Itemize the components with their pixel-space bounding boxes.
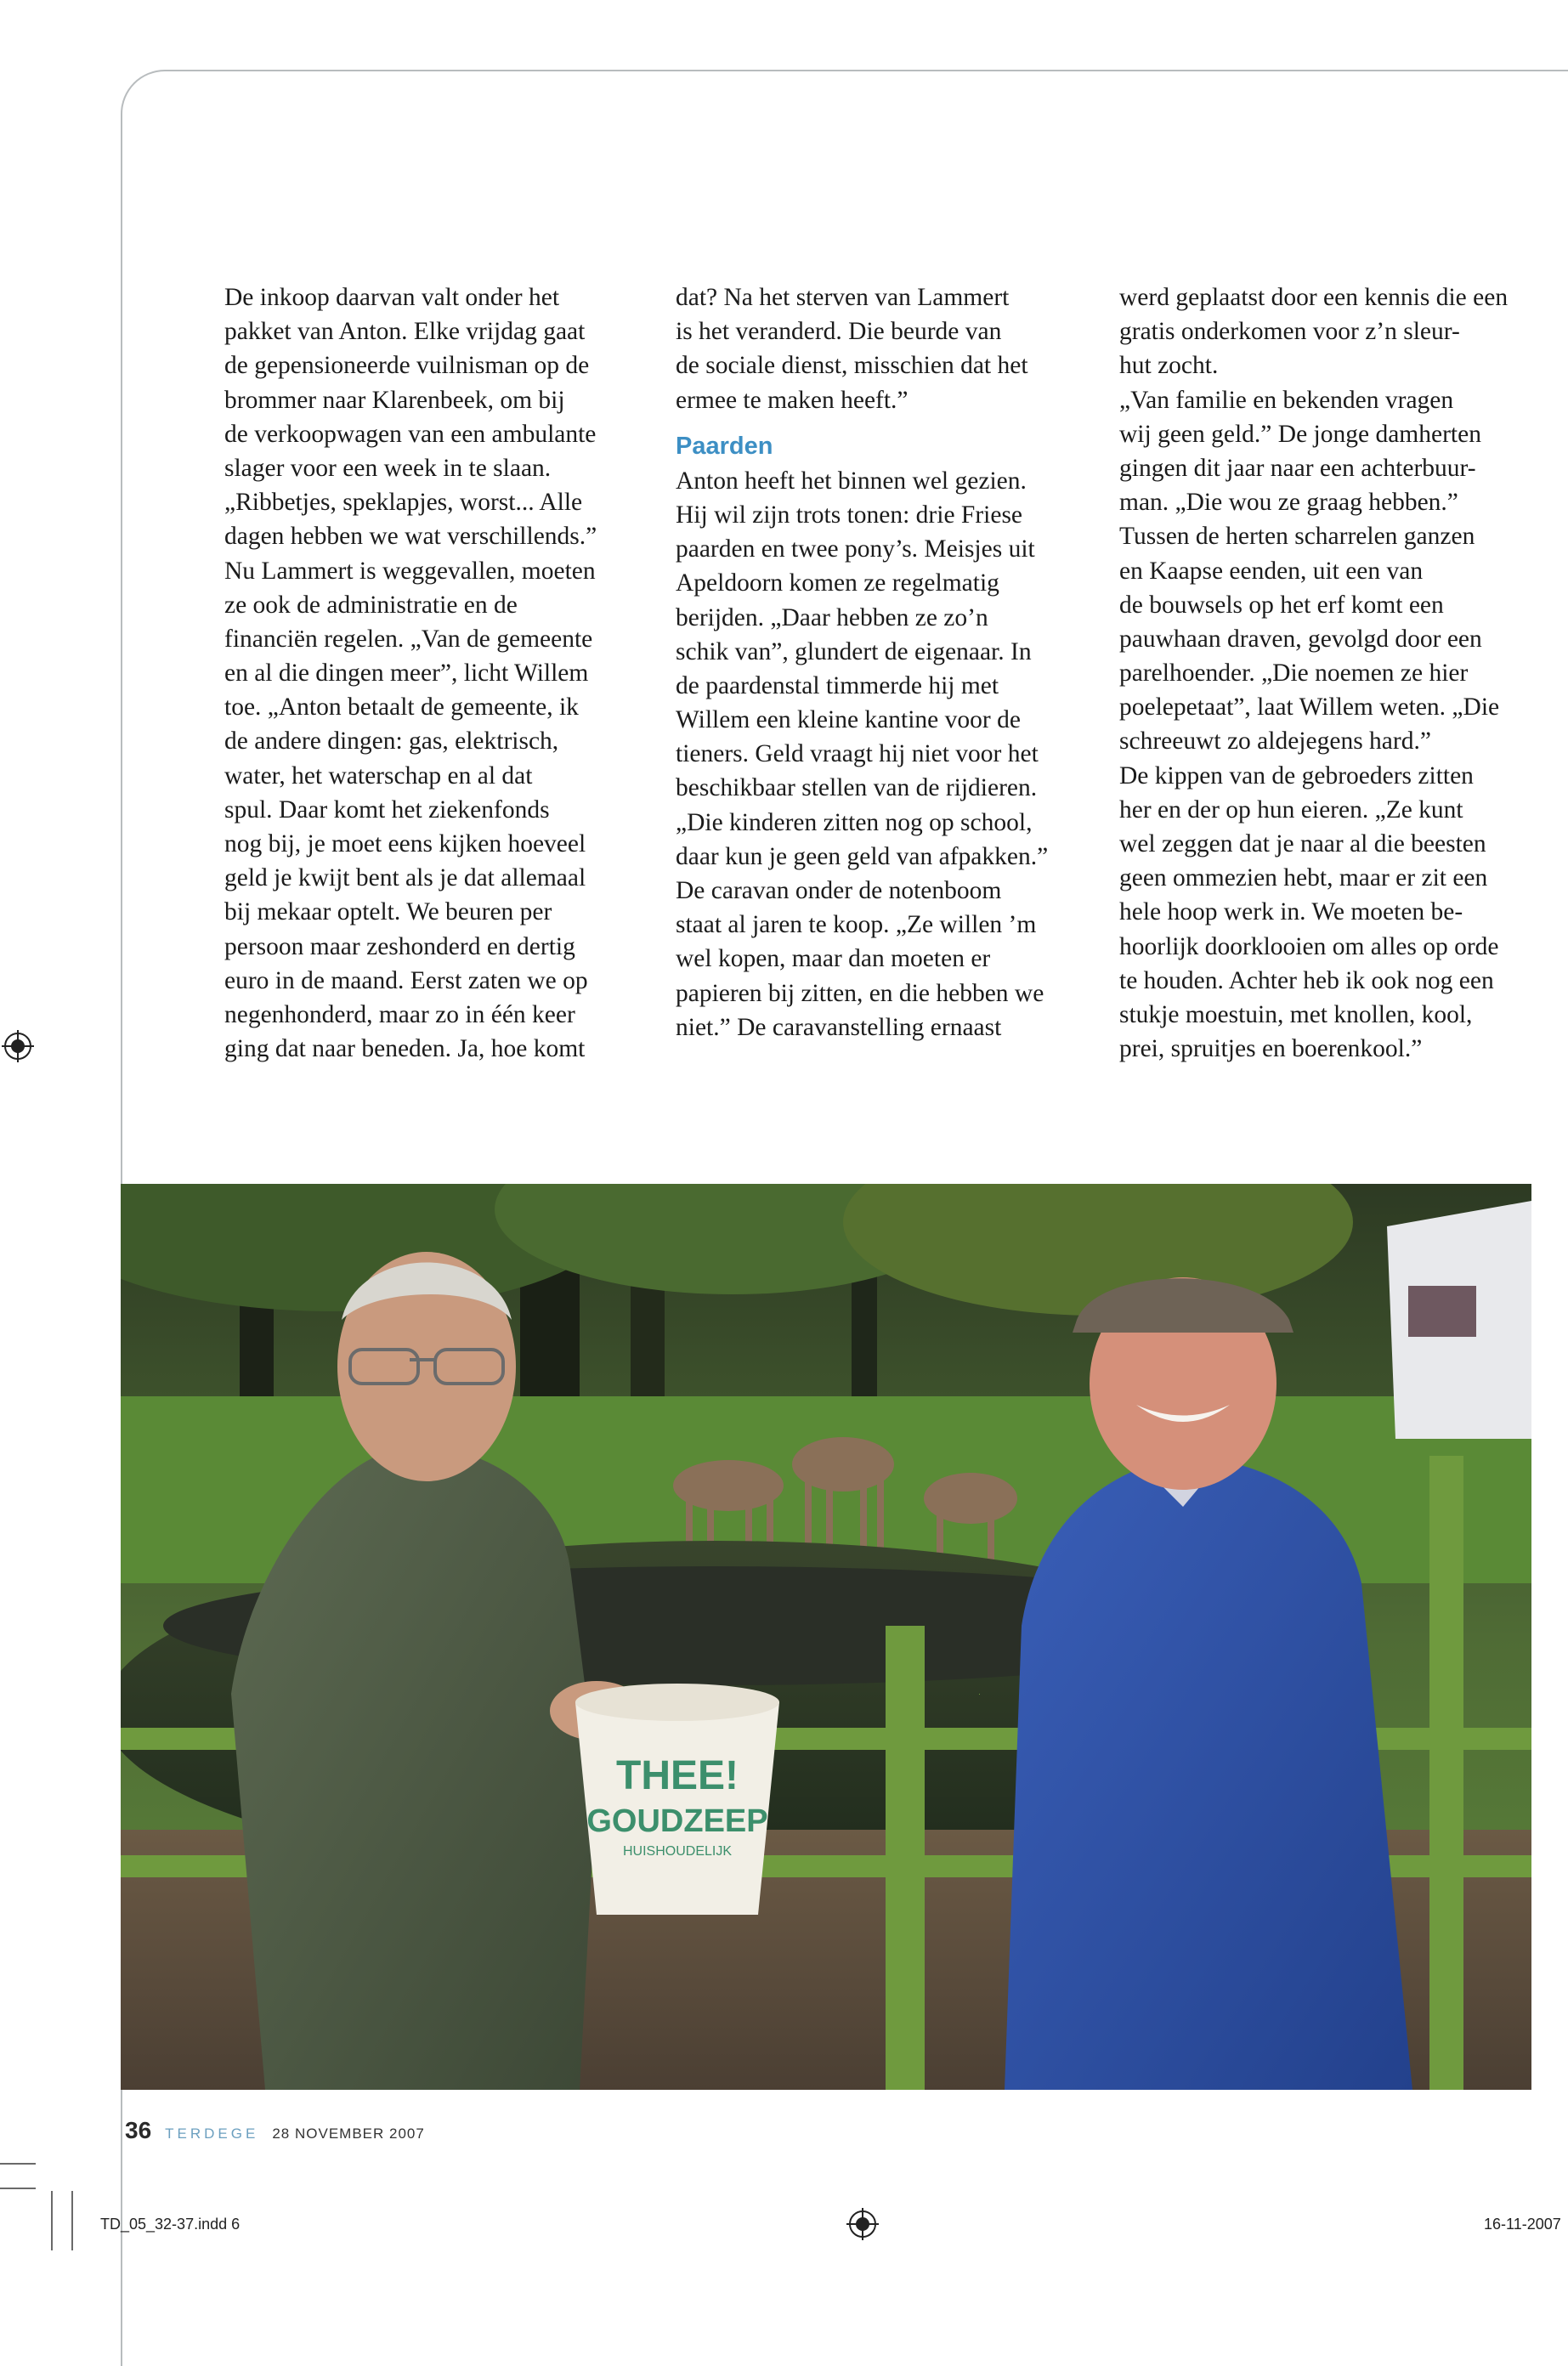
text-line: geen ommezien hebt, maar er zit een <box>1119 864 1488 892</box>
text-line: Apeldoorn komen ze regelmatig <box>676 569 999 597</box>
text-line: beschikbaar stellen van de rijdieren. <box>676 774 1038 802</box>
text-line: schik van”, glundert de eigenaar. In <box>676 637 1032 665</box>
subheading-paarden: Paarden <box>676 432 773 460</box>
text-line: parelhoender. „Die noemen ze hier <box>1119 659 1469 688</box>
text-line: wij geen geld.” De jonge damherten <box>1119 420 1481 448</box>
text-line: Anton heeft het binnen wel gezien. <box>676 467 1027 495</box>
text-line: stukje moestuin, met knollen, kool, <box>1119 1000 1473 1028</box>
text-line: de bouwsels op het erf komt een <box>1119 591 1444 619</box>
text-line: ermee te maken heeft.” <box>676 386 909 414</box>
text-line: berijden. „Daar hebben ze zo’n <box>676 603 988 631</box>
page-footer <box>125 2117 425 2144</box>
text-line: De kippen van de gebroeders zitten <box>1119 761 1474 790</box>
text-line: bij mekaar optelt. We beuren per <box>224 898 552 926</box>
text-line: wel kopen, maar dan moeten er <box>676 945 991 973</box>
text-line: schreeuwt zo aldejegens hard.” <box>1119 727 1431 756</box>
text-line: de paardenstal timmerde hij met <box>676 671 999 699</box>
text-line: persoon maar zeshonderd en dertig <box>224 932 575 960</box>
text-line: Hij wil zijn trots tonen: drie Friese <box>676 501 1023 529</box>
text-line: de andere dingen: gas, elektrisch, <box>224 727 559 756</box>
text-line: te houden. Achter heb ik ook nog een <box>1119 966 1494 994</box>
bucket-label-2: GOUDZEEP <box>586 1803 768 1839</box>
bucket-label-3: HUISHOUDELIJK <box>622 1844 733 1859</box>
text-line: Willem een kleine kantine voor de <box>676 706 1021 734</box>
text-line: Nu Lammert is weggevallen, moeten <box>224 557 596 585</box>
text-line: „Die kinderen zitten nog op school, <box>676 808 1033 836</box>
text-line: en al die dingen meer”, licht Willem <box>224 659 589 688</box>
text-line: man. „Die wou ze graag hebben.” <box>1119 489 1458 517</box>
text-line: euro in de maand. Eerst zaten we op <box>224 966 588 994</box>
article-column-1 <box>224 280 597 1066</box>
text-line: is het veranderd. Die beurde van <box>676 318 1002 346</box>
registration-mark-bottom <box>846 2208 879 2240</box>
column-2-top <box>676 280 1048 417</box>
text-line: de sociale dienst, misschien dat het <box>676 352 1028 380</box>
text-line: gingen dit jaar naar een achterbuur- <box>1119 454 1476 482</box>
text-line: slager voor een week in te slaan. <box>224 454 552 482</box>
slug-file-name: TD_05_32-37.indd 6 <box>100 2216 241 2233</box>
publication-name: TERDEGE <box>165 2125 259 2142</box>
text-line: Tussen de herten scharrelen ganzen <box>1119 523 1475 551</box>
column-2-bottom <box>676 464 1048 1044</box>
text-line: geld je kwijt bent als je dat allemaal <box>224 864 586 892</box>
bucket-label-1: THEE! <box>616 1753 739 1798</box>
text-line: dat? Na het sterven van Lammert <box>676 284 1010 311</box>
text-line: ging dat naar beneden. Ja, hoe komt <box>224 1035 586 1063</box>
text-line: hoorlijk doorklooien om alles op orde <box>1119 932 1499 960</box>
text-line: pakket van Anton. Elke vrijdag gaat <box>224 318 586 346</box>
text-line: De inkoop daarvan valt onder het <box>224 284 560 311</box>
text-line: „Ribbetjes, speklapjes, worst... Alle <box>224 489 583 517</box>
text-line: werd geplaatst door een kennis die een <box>1119 284 1509 311</box>
text-line: water, het waterschap en al dat <box>224 761 533 790</box>
text-line: tieners. Geld vraagt hij niet voor het <box>676 740 1039 768</box>
caravan-window <box>1408 1286 1476 1337</box>
text-line: brommer naar Klarenbeek, om bij <box>224 386 565 414</box>
text-line: her en der op hun eieren. „Ze kunt <box>1119 795 1463 824</box>
crop-mark <box>71 2191 73 2250</box>
article-photo <box>121 1184 1531 2090</box>
text-line: de verkoopwagen van een ambulante <box>224 420 597 448</box>
text-line: spul. Daar komt het ziekenfonds <box>224 795 550 824</box>
text-line: papieren bij zitten, en die hebben we <box>676 979 1044 1007</box>
text-line: hele hoop werk in. We moeten be- <box>1119 898 1463 926</box>
text-line: de gepensioneerde vuilnisman op de <box>224 352 590 380</box>
text-line: en Kaapse eenden, uit een van <box>1119 557 1424 585</box>
text-line: De caravan onder de notenboom <box>676 877 1002 904</box>
text-line: nog bij, je moet eens kijken hoeveel <box>224 830 586 858</box>
crop-mark <box>0 2188 36 2189</box>
text-line: daar kun je geen geld van afpakken.” <box>676 842 1049 870</box>
crop-mark <box>51 2191 53 2250</box>
text-line: prei, spruitjes en boerenkool.” <box>1119 1035 1423 1063</box>
text-line: wel zeggen dat je naar al die beesten <box>1119 830 1486 858</box>
slug-date: 16-11-2007 <box>1484 2216 1561 2233</box>
text-line: staat al jaren te koop. „Ze willen ’m <box>676 911 1037 939</box>
text-line: paarden en twee pony’s. Meisjes uit <box>676 535 1035 563</box>
text-line: financiën regelen. „Van de gemeente <box>224 625 593 653</box>
text-line: „Van familie en bekenden vragen <box>1119 386 1454 414</box>
article-column-2 <box>676 280 1048 1044</box>
text-line: toe. „Anton betaalt de gemeente, ik <box>224 693 579 722</box>
bucket <box>575 1684 779 1915</box>
text-line: pauwhaan draven, gevolgd door een <box>1119 625 1482 653</box>
crop-mark <box>0 2163 36 2165</box>
publication-date: 28 NOVEMBER 2007 <box>272 2125 425 2142</box>
text-line: ze ook de administratie en de <box>224 591 518 619</box>
article-column-3 <box>1119 280 1508 1066</box>
text-line: niet.” De caravanstelling ernaast <box>676 1013 1002 1041</box>
text-line: hut zocht. <box>1119 352 1219 380</box>
registration-mark-left <box>2 1030 34 1062</box>
text-line: gratis onderkomen voor z’n sleur- <box>1119 318 1460 346</box>
text-line: negenhonderd, maar zo in één keer <box>224 1000 575 1028</box>
page-number: 36 <box>125 2117 152 2143</box>
text-line: dagen hebben we wat verschillends.” <box>224 523 597 551</box>
text-line: poelepetaat”, laat Willem weten. „Die <box>1119 693 1500 722</box>
